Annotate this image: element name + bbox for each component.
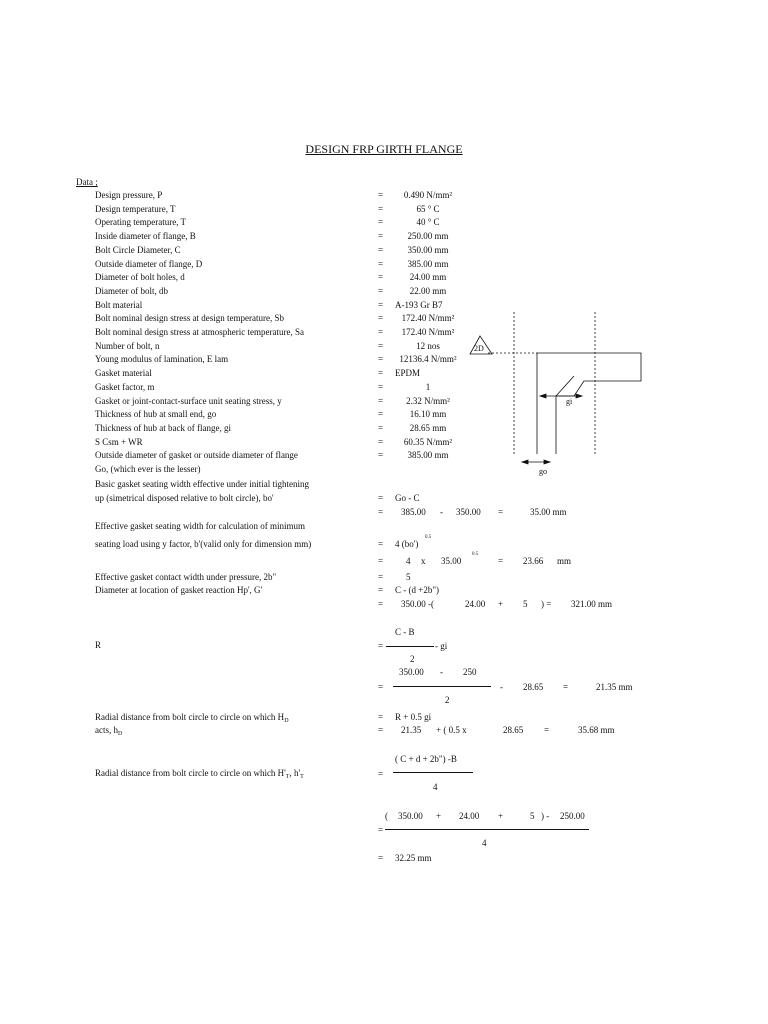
ht-n7: ) - [541,811,550,821]
hd-formula: R + 0.5 gi [395,712,432,722]
reaction-dia-plus: + [498,599,504,609]
basic-gasket-eq-3: = [498,507,504,517]
param-equals: = [378,409,384,419]
effective-gasket-exp-2: 0.5 [472,552,479,557]
effective-gasket-unit: mm [557,556,572,566]
reaction-dia-c: 5 [523,599,528,609]
param-value: 12136.4 N/mm² [399,354,457,364]
param-label: Gasket material [95,368,152,378]
param-label: Bolt material [95,300,143,310]
basic-gasket-a: 385.00 [401,507,426,517]
label-2d: 2D [474,344,484,353]
contact-width-eq: = [378,572,384,582]
param-equals: = [378,327,384,337]
gi-arrow-left [540,394,546,398]
effective-gasket-label-2: seating load using y factor, b'(valid only for dimension mm) [95,539,312,549]
r-numerator-2b: 250 [463,667,477,677]
ht-eq-3: = [378,853,384,863]
reaction-dia-a: 350.00 -( [401,599,434,609]
basic-gasket-eq-1: = [378,493,384,503]
r-denominator-1: 2 [410,654,415,664]
label-go: go [539,467,547,476]
reaction-dia-label: Diameter at location of gasket reaction Hp', G' [95,585,263,595]
param-label: Inside diameter of flange, B [95,231,196,241]
param-value: A-193 Gr B7 [395,300,443,310]
contact-width-label: Effective gasket contact width under pressure, 2b" [95,572,277,582]
r-gi-value: 28.65 [523,682,544,692]
param-value: 1 [425,382,431,392]
param-label: Diameter of bolt holes, d [95,272,185,282]
basic-gasket-label-1: Basic gasket seating width effective under initial tightening [95,479,310,489]
ht-numerator-1: ( C + d + 2b") -B [395,754,457,764]
hd-a: 21.35 [401,725,422,735]
r-tail-minus: - [500,682,503,692]
hd-b: + ( 0.5 x [436,725,467,735]
ht-eq-2: = [378,825,384,835]
param-label: Young modulus of lamination, E lam [95,354,229,364]
effective-gasket-a: 4 [406,556,411,566]
r-label: R [95,640,102,650]
hd-eq-3: = [544,725,550,735]
param-value: 350.00 mm [407,245,449,255]
param-label: Go, (which ever is the lesser) [95,464,201,474]
r-numerator-2-minus: - [440,667,443,677]
reaction-dia-eq-2: = [378,599,384,609]
ht-n8: 250.00 [560,811,585,821]
ht-n2: 350.00 [398,811,423,821]
param-value: 22.00 mm [409,286,447,296]
param-label: Design temperature, T [95,204,176,214]
r-tail-1: - gi [435,641,448,651]
param-equals: = [378,286,384,296]
param-equals: = [378,354,384,364]
r-result: 21.35 mm [596,682,633,692]
data-heading: Data ; [76,177,98,187]
ht-n4: 24.00 [459,811,480,821]
effective-gasket-eq-3: = [498,556,504,566]
basic-gasket-formula: Go - C [395,493,420,503]
r-eq-3: = [563,682,569,692]
ht-n3: + [436,811,442,821]
param-equals: = [378,231,384,241]
gi-arrow-right [576,394,582,398]
basic-gasket-label-2: up (simetrical disposed relative to bolt circle), bo' [95,493,274,503]
reaction-dia-close: ) = [541,599,552,609]
param-equals: = [378,450,384,460]
param-label: S Csm + WR [95,437,143,447]
param-value: 16.10 mm [409,409,447,419]
ht-n6: 5 [530,811,535,821]
param-label: Number of bolt, n [95,341,160,351]
r-numerator-2a: 350.00 [399,667,424,677]
ht-n5: + [498,811,504,821]
param-value: 40 ° C [416,217,440,227]
r-denominator-2: 2 [445,695,450,705]
param-equals: = [378,313,384,323]
param-label: Operating temperature, T [95,217,187,227]
param-equals: = [378,272,384,282]
go-arrow-right [544,460,550,464]
param-label: Outside diameter of gasket or outside diameter of flange [95,450,298,460]
param-value: 65 ° C [416,204,440,214]
effective-gasket-formula: 4 (bo') [395,539,419,549]
param-equals: = [378,245,384,255]
basic-gasket-result: 35.00 mm [530,507,567,517]
basic-gasket-minus: - [440,507,443,517]
param-equals: = [378,396,384,406]
reaction-dia-formula: C - (d +2b") [395,585,439,595]
hub-taper [556,376,574,396]
param-label: Bolt nominal design stress at atmospheric temperature, Sa [95,327,304,337]
ht-label: Radial distance from bolt circle to circle on which $H'_T$, $h'_T$ [95,768,304,780]
ht-n1: ( [385,811,388,821]
param-value: 0.490 N/mm² [403,190,453,200]
param-label: Design pressure, P [95,190,163,200]
param-label: Bolt Circle Diameter, C [95,245,181,255]
flange-profile [537,353,641,454]
param-value: 28.65 mm [409,423,447,433]
effective-gasket-result: 23.66 [523,556,544,566]
r-eq-2: = [378,682,384,692]
hd-result: 35.68 mm [578,725,615,735]
ht-eq-1: = [378,769,384,779]
param-value: 250.00 mm [407,231,449,241]
ht-denominator-2: 4 [482,838,487,848]
param-value: 172.40 N/mm² [401,313,455,323]
r-eq-1: = [378,641,384,651]
basic-gasket-b: 350.00 [456,507,481,517]
param-label: Thickness of hub at small end, go [95,409,217,419]
param-equals: = [378,300,384,310]
effective-gasket-label-1: Effective gasket seating width for calculation of minimum [95,521,306,531]
param-label: Thickness of hub at back of flange, gi [95,423,231,433]
param-equals: = [378,204,384,214]
param-equals: = [378,341,384,351]
contact-width-value: 5 [406,572,411,582]
effective-gasket-exp: 0.5 [425,535,432,540]
reaction-dia-result: 321.00 mm [571,599,613,609]
param-label: Gasket or joint-contact-surface unit seating stress, y [95,396,282,406]
param-value: 2.32 N/mm² [406,396,450,406]
hd-c: 28.65 [503,725,524,735]
param-label: Gasket factor, m [95,382,155,392]
param-equals: = [378,217,384,227]
r-numerator-1: C - B [395,627,415,637]
label-gi: gi [566,397,573,406]
param-equals: = [378,437,384,447]
param-equals: = [378,190,384,200]
param-equals: = [378,259,384,269]
param-value: 385.00 mm [407,450,449,460]
hd-label-1: Radial distance from bolt circle to circle on which $H_D$ [95,712,289,724]
effective-gasket-eq-1: = [378,539,384,549]
param-label: Diameter of bolt, db [95,286,168,296]
param-value: EPDM [395,368,421,378]
param-value: 172.40 N/mm² [401,327,455,337]
param-value: 24.00 mm [409,272,447,282]
ht-denominator-1: 4 [433,782,438,792]
reaction-dia-eq-1: = [378,585,384,595]
effective-gasket-b: 35.00 [441,556,462,566]
param-label: Outside diameter of flange, D [95,259,203,269]
ht-result: 32.25 mm [395,853,432,863]
reaction-dia-b: 24.00 [465,599,486,609]
param-equals: = [378,382,384,392]
param-equals: = [378,368,384,378]
hd-label-2: acts, $h_D$ [95,725,123,737]
hd-eq-2: = [378,725,384,735]
effective-gasket-eq-2: = [378,556,384,566]
go-arrow-left [522,460,528,464]
basic-gasket-eq-2: = [378,507,384,517]
effective-gasket-x: x [421,556,426,566]
page-title: DESIGN FRP GIRTH FLANGE [305,142,463,156]
hd-eq-1: = [378,712,384,722]
param-value: 60.35 N/mm² [403,437,453,447]
param-equals: = [378,423,384,433]
param-value: 12 nos [416,341,440,351]
param-value: 385.00 mm [407,259,449,269]
param-label: Bolt nominal design stress at design temperature, Sb [95,313,284,323]
